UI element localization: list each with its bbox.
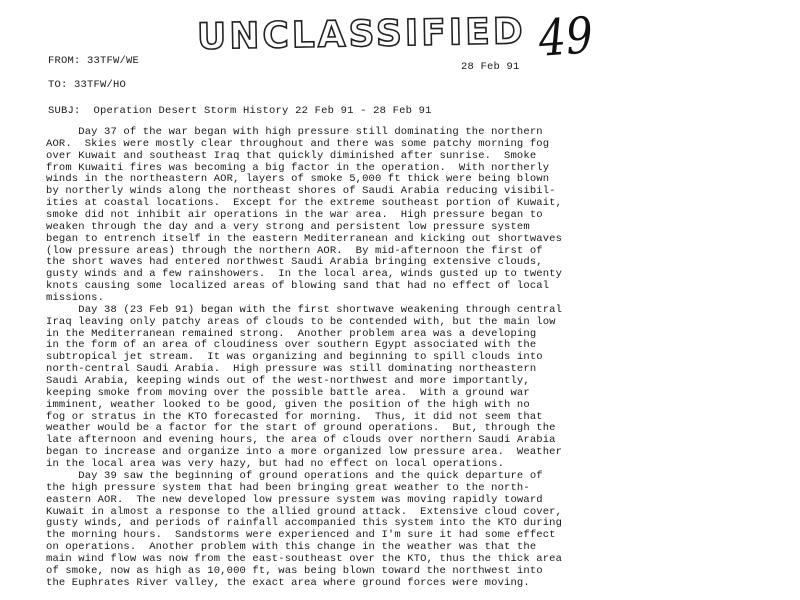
memo-date: 28 Feb 91 bbox=[461, 61, 520, 73]
body-line: late afternoon and evening hours, the area of clouds over northern Saudi Arabia bbox=[46, 434, 556, 447]
body-line: Saudi Arabia, keeping winds out of the west-northwest and more importantly, bbox=[46, 375, 530, 388]
body-line: smoke did not inhibit air operations in the war area. High pressure began to bbox=[46, 209, 543, 222]
subject-value: Operation Desert Storm History 22 Feb 91 - 28 Feb 91 bbox=[93, 105, 432, 117]
body-line: the high pressure system that had been bringing great weather to the north- bbox=[46, 481, 530, 494]
body-line: in the Mediterranean remained strong. Another problem area was a developing bbox=[46, 327, 537, 340]
body-line: subtropical jet stream. It was organizing and beginning to spill clouds into bbox=[46, 351, 543, 364]
body-line: imminent, weather looked to be good, given the position of the high with no bbox=[46, 398, 530, 411]
handwritten-page-number: 49 bbox=[536, 6, 595, 68]
body-line: fog or stratus in the KTO forecasted for morning. Thus, it did not seem that bbox=[46, 410, 543, 423]
subject-line bbox=[48, 105, 432, 117]
body-line: AOR. Skies were mostly clear throughout and there was some patchy morning fog bbox=[46, 137, 550, 150]
body-line: (low pressure areas) through the northern AOR. By mid-afternoon the first of bbox=[46, 244, 543, 257]
body-line: on operations. Another problem with this change in the weather was that the bbox=[46, 541, 537, 554]
body-line: the short waves had entered northwest Saudi Arabia bringing extensive clouds, bbox=[46, 256, 543, 269]
body-line: Day 38 (23 Feb 91) began with the first shortwave weakening through central bbox=[46, 303, 563, 316]
body-line: of smoke, now as high as 10,000 ft, was being blown toward the northwest into bbox=[46, 564, 543, 577]
body-line: the morning hours. Sandstorms were experienced and I'm sure it had some effect bbox=[46, 529, 556, 542]
body-line: eastern AOR. The new developed low pressure system was moving rapidly toward bbox=[46, 493, 543, 506]
body-line: ities at coastal locations. Except for the extreme southeast portion of Kuwait, bbox=[46, 197, 563, 210]
from-value: 33TFW/WE bbox=[87, 55, 140, 67]
body-line: gusty winds, and periods of rainfall accompanied this system into the KTO during bbox=[46, 517, 563, 530]
body-line: gusty winds and a few rainshowers. In the local area, winds gusted up to twenty bbox=[46, 268, 563, 281]
body-line: weather would be a factor for the start of ground operations. But, through the bbox=[46, 422, 556, 435]
from-label: FROM: bbox=[48, 55, 81, 67]
to-label: TO: bbox=[48, 79, 68, 91]
to-line bbox=[48, 79, 126, 91]
body-line: winds in the northeastern AOR, layers of smoke 5,000 ft thick were being blown bbox=[46, 173, 550, 186]
body-line: by northerly winds along the northeast shores of Saudi Arabia reducing visibil- bbox=[46, 185, 556, 198]
body-line: Day 39 saw the beginning of ground operations and the quick departure of bbox=[46, 469, 543, 482]
subject-label: SUBJ: bbox=[48, 105, 81, 117]
body-line: north-central Saudi Arabia. High pressure was still dominating northeastern bbox=[46, 363, 537, 376]
body-line: knots causing some localized areas of blowing sand that had no effect of local bbox=[46, 280, 550, 293]
body-line: over Kuwait and southeast Iraq that quickly diminished after sunrise. Smoke bbox=[46, 149, 537, 162]
body-line: Iraq leaving only patchy areas of clouds to be contended with, but the main low bbox=[46, 315, 556, 328]
body-line: Day 37 of the war began with high pressure still dominating the northern bbox=[46, 126, 543, 138]
to-value: 33TFW/HO bbox=[74, 79, 127, 91]
body-line: began to increase and organize into a more organized low pressure area. Weather bbox=[46, 446, 563, 459]
body-line: keeping smoke from moving over the possible battle area. With a ground war bbox=[46, 386, 530, 399]
body-line: weaken through the day and a very strong and persistent low pressure system bbox=[46, 220, 530, 233]
body-line: from Kuwaiti fires was becoming a big factor in the operation. With northerly bbox=[46, 161, 550, 174]
body-line: in the local area was very hazy, but had no effect on local operations. bbox=[46, 458, 505, 471]
body-line: main wind flow was now from the east-southeast over the KTO, thus the thick area bbox=[46, 552, 563, 565]
from-line bbox=[48, 55, 139, 67]
body-line: missions. bbox=[46, 292, 105, 305]
body-line: Kuwait in almost a response to the allied ground attack. Extensive cloud cover, bbox=[46, 505, 563, 518]
body-line: the Euphrates River valley, the exact area where ground forces were moving. bbox=[46, 576, 530, 589]
body-line: in the form of an area of cloudiness over southern Egypt associated with the bbox=[46, 339, 537, 352]
memo-body bbox=[46, 127, 746, 590]
classification-stamp: UNCLASSIFIED bbox=[196, 11, 527, 58]
body-line: began to entrench itself in the eastern Mediterranean and kicking out shortwaves bbox=[46, 232, 563, 245]
